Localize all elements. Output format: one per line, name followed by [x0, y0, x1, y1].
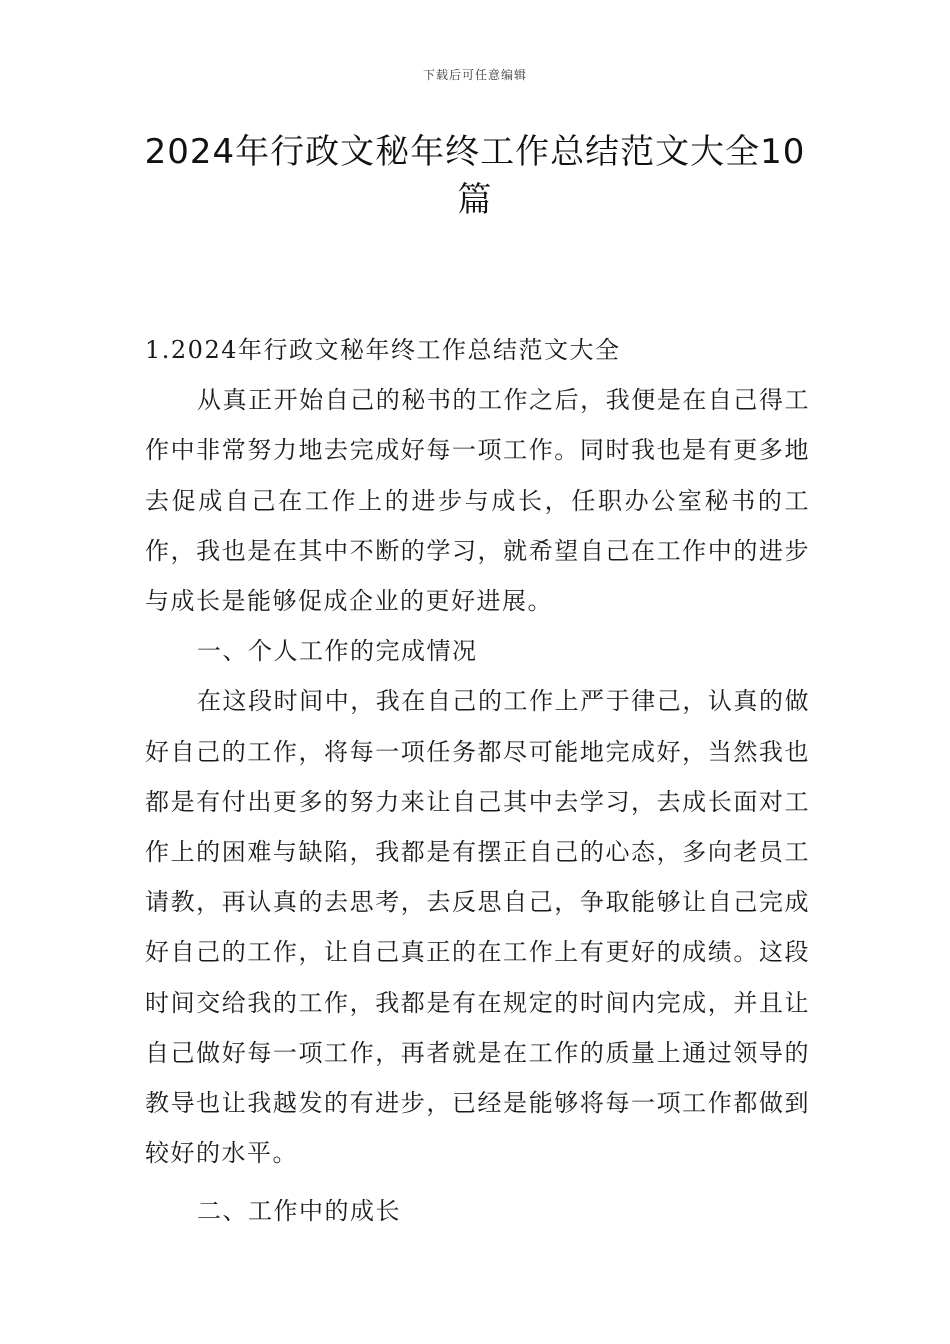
subheading-personal-work: 一、个人工作的完成情况 — [197, 637, 478, 666]
document-title: 2024年行政文秘年终工作总结范文大全10篇 — [144, 132, 806, 220]
header-note: 下载后可任意编辑 — [422, 68, 527, 82]
paragraph-personal-work: 在这段时间中，我在自己的工作上严于律己，认真的做好自己的工作，将每一项任务都尽可能地完成好，当然我也都是有付出更多的努力来让自己其中去学习，去成长面对工作上的困难与缺陷，我都是有摆正自己的心态，多向老员工请教，再认真的去思考，去反思自己，争取能够让自己完成好自己的工作，让自己真正的在工作上有更好的成绩。这段时间交给我的工作，我都是有在规定的时间内完成，并且让自己做好每一项工作，再者就是在工作的质量上通过领导的教导也让我越发的有进步，已经是能够将每一项工作都做到较好的水平。 — [145, 687, 810, 1168]
section-title: 1.2024年行政文秘年终工作总结范文大全 — [145, 336, 621, 364]
subheading-growth: 二、工作中的成长 — [197, 1197, 401, 1226]
document-body — [145, 325, 810, 1237]
paragraph-intro: 从真正开始自己的秘书的工作之后，我便是在自己得工作中非常努力地去完成好每一项工作。同时我也是有更多地去促成自己在工作上的进步与成长，任职办公室秘书的工作，我也是在其中不断的学习，就希望自己在工作中的进步与成长是能够促成企业的更好进展。 — [145, 386, 810, 616]
